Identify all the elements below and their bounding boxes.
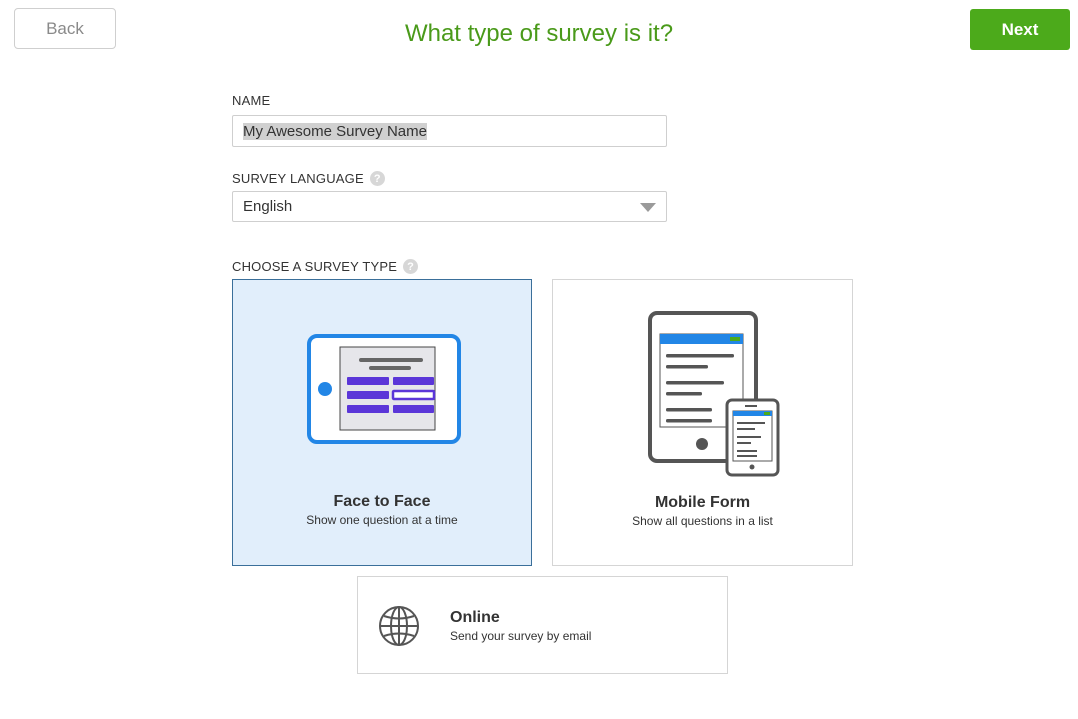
survey-type-help-icon[interactable]: ? xyxy=(403,259,418,274)
page-title: What type of survey is it? xyxy=(404,20,674,47)
survey-type-face-to-face[interactable] xyxy=(232,279,532,566)
language-label xyxy=(232,171,385,186)
face-to-face-title: Face to Face xyxy=(333,493,431,510)
survey-name-value: My Awesome Survey Name xyxy=(243,122,427,140)
chevron-down-icon xyxy=(640,203,656,212)
survey-language-select[interactable] xyxy=(232,191,667,222)
survey-type-mobile-form[interactable] xyxy=(552,279,853,566)
tablet-phone-icon xyxy=(648,311,782,477)
online-title: Online xyxy=(450,609,500,626)
survey-type-label xyxy=(232,259,418,274)
name-label-text: NAME xyxy=(232,93,271,108)
language-label-text: SURVEY LANGUAGE xyxy=(232,171,364,186)
language-help-icon[interactable]: ? xyxy=(370,171,385,186)
mobile-form-title: Mobile Form xyxy=(654,494,751,511)
tablet-kiosk-icon xyxy=(307,334,461,446)
back-button[interactable]: Back xyxy=(14,8,116,49)
mobile-form-subtitle: Show all questions in a list xyxy=(632,514,773,528)
survey-language-value: English xyxy=(243,198,293,215)
name-label xyxy=(232,93,270,108)
online-subtitle: Send your survey by email xyxy=(450,629,592,643)
survey-type-online[interactable] xyxy=(357,576,728,674)
next-button[interactable]: Next xyxy=(970,9,1070,50)
survey-name-input[interactable] xyxy=(232,115,667,147)
survey-type-label-text: CHOOSE A SURVEY TYPE xyxy=(232,259,398,274)
globe-icon xyxy=(377,604,421,648)
face-to-face-subtitle: Show one question at a time xyxy=(306,513,458,527)
